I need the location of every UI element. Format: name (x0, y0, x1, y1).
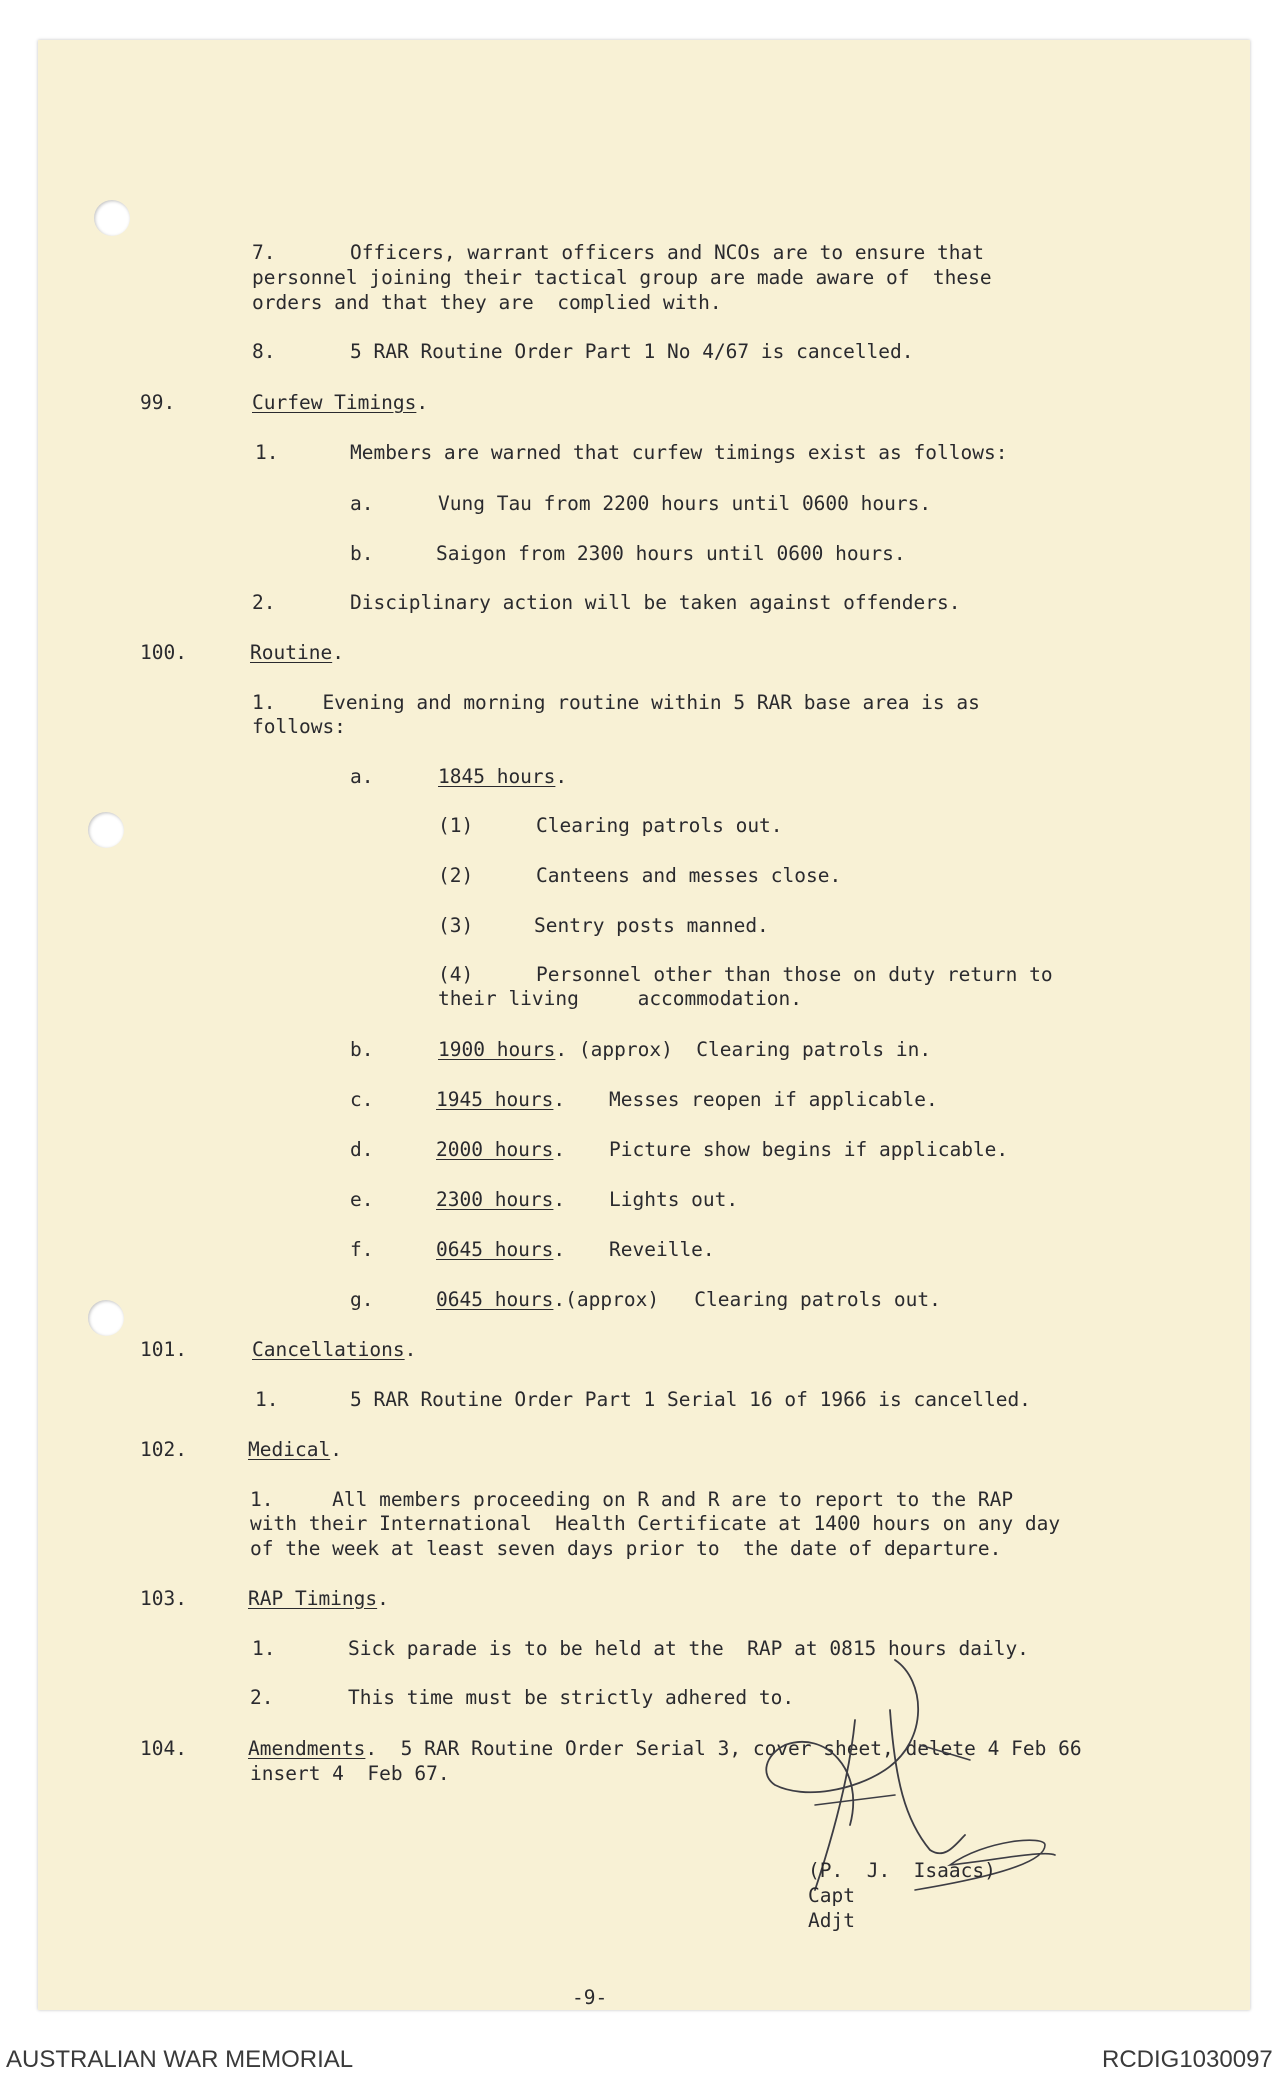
item-label: a. (350, 492, 374, 515)
subitem-number: (4) (438, 963, 474, 986)
item-time: 1845 hours. (438, 765, 568, 788)
para-number: 2. (252, 591, 276, 614)
punch-hole (94, 200, 130, 236)
section-heading: Curfew Timings. (252, 391, 429, 414)
subitem-text: Canteens and messes close. (536, 864, 842, 887)
subitem-number: (3) (438, 914, 474, 937)
section-number: 103. (140, 1587, 187, 1610)
item-text: Vung Tau from 2200 hours until 0600 hours. (438, 492, 932, 515)
punch-hole (88, 1300, 124, 1336)
item-label: b. (350, 1038, 374, 1061)
para-text: Members are warned that curfew timings exist as follows: (350, 441, 1008, 464)
para-text: 5 RAR Routine Order Part 1 No 4/67 is cancelled. (350, 340, 914, 363)
section-heading: Routine. (250, 641, 344, 664)
item-time: 1945 hours. (436, 1088, 566, 1111)
time-text: 1900 hours (438, 1038, 556, 1061)
item-text: (approx) Clearing patrols out. (565, 1288, 941, 1311)
section-heading: Medical. (248, 1438, 342, 1461)
time-text: 2000 hours (436, 1138, 554, 1161)
para-number: 8. (252, 340, 276, 363)
item-text: Picture show begins if applicable. (609, 1138, 1009, 1161)
section-heading-text: RAP Timings (248, 1587, 378, 1610)
item-label: c. (350, 1088, 374, 1111)
time-text: 2300 hours (436, 1188, 554, 1211)
section-heading: Cancellations. (252, 1338, 417, 1361)
item-label: e. (350, 1188, 374, 1211)
subitem-text: Sentry posts manned. (534, 914, 769, 937)
section-heading-text: Cancellations (252, 1338, 405, 1361)
section-heading-text: Curfew Timings (252, 391, 417, 414)
subitem-text: Personnel other than those on duty return to (536, 963, 1053, 986)
para-text: with their International Health Certificate at 1400 hours on any day (250, 1512, 1061, 1535)
item-label: b. (350, 542, 374, 565)
section-number: 104. (140, 1737, 187, 1760)
section-heading-text: Routine (250, 641, 333, 664)
time-text: 1845 hours (438, 765, 556, 788)
item-text: Reveille. (609, 1238, 715, 1261)
item-label: a. (350, 765, 374, 788)
para-text: insert 4 Feb 67. (250, 1762, 450, 1785)
subitem-text: Clearing patrols out. (536, 814, 783, 837)
signatory-role: Adjt (808, 1909, 855, 1932)
section-number: 101. (140, 1338, 187, 1361)
subitem-number: (2) (438, 864, 474, 887)
para-text: of the week at least seven days prior to the date of departure. (250, 1537, 1002, 1560)
item-time: 0645 hours.(approx) Clearing patrols out. (436, 1288, 941, 1311)
para-number: 7. (252, 241, 276, 264)
item-label: d. (350, 1138, 374, 1161)
section-heading-text: Medical (248, 1438, 331, 1461)
para-number: 1. (252, 1637, 276, 1660)
punch-hole (88, 812, 124, 848)
item-time: 0645 hours. (436, 1238, 566, 1261)
page-number: -9- (572, 1986, 608, 2009)
item-label: g. (350, 1288, 374, 1311)
para-text: This time must be strictly adhered to. (348, 1686, 795, 1709)
subitem-text: their living accommodation. (438, 987, 802, 1010)
para-number: 1. (255, 1388, 279, 1411)
para-text: orders and that they are complied with. (252, 291, 722, 314)
item-text: Messes reopen if applicable. (609, 1088, 938, 1111)
para-number: 1. (255, 441, 279, 464)
para-text: personnel joining their tactical group are made aware of these (252, 266, 992, 289)
section-heading-text: Amendments (248, 1737, 366, 1760)
para-text: Disciplinary action will be taken against offenders. (350, 591, 961, 614)
para-number: 2. (250, 1686, 274, 1709)
item-label: f. (350, 1238, 374, 1261)
para-text: 1. All members proceeding on R and R are to report to the RAP (250, 1488, 1014, 1511)
item-text: Saigon from 2300 hours until 0600 hours. (436, 542, 906, 565)
subitem-number: (1) (438, 814, 474, 837)
section-number: 99. (140, 391, 176, 414)
item-text: Lights out. (609, 1188, 739, 1211)
item-time: 2300 hours. (436, 1188, 566, 1211)
item-time: 1900 hours. (approx) Clearing patrols in. (438, 1038, 932, 1061)
section-heading: RAP Timings. (248, 1587, 389, 1610)
para-text: 5 RAR Routine Order Part 1 Serial 16 of 1966 is cancelled. (350, 1388, 1031, 1411)
item-time: 2000 hours. (436, 1138, 566, 1161)
archive-footer-left: AUSTRALIAN WAR MEMORIAL (6, 2046, 354, 2073)
para-text: 1. Evening and morning routine within 5 RAR base area is as (252, 691, 980, 714)
signatory-name: (P. J. Isaacs) (808, 1859, 996, 1882)
para-text: Sick parade is to be held at the RAP at 0815 hours daily. (348, 1637, 1029, 1660)
signatory-rank: Capt (808, 1884, 855, 1907)
section-number: 102. (140, 1438, 187, 1461)
item-text: (approx) Clearing patrols in. (578, 1038, 932, 1061)
para-text: 5 RAR Routine Order Serial 3, cover sheet, delete 4 Feb 66 (400, 1737, 1082, 1760)
archive-footer-right: RCDIG1030097 (1102, 2046, 1273, 2073)
time-text: 0645 hours (436, 1238, 554, 1261)
para-text: follows: (252, 715, 346, 738)
section-number: 100. (140, 641, 187, 664)
time-text: 1945 hours (436, 1088, 554, 1111)
time-text: 0645 hours (436, 1288, 554, 1311)
section-heading: Amendments. 5 RAR Routine Order Serial 3, cover sheet, delete 4 Feb 66 (248, 1737, 1082, 1760)
para-text: Officers, warrant officers and NCOs are to ensure that (350, 241, 984, 264)
